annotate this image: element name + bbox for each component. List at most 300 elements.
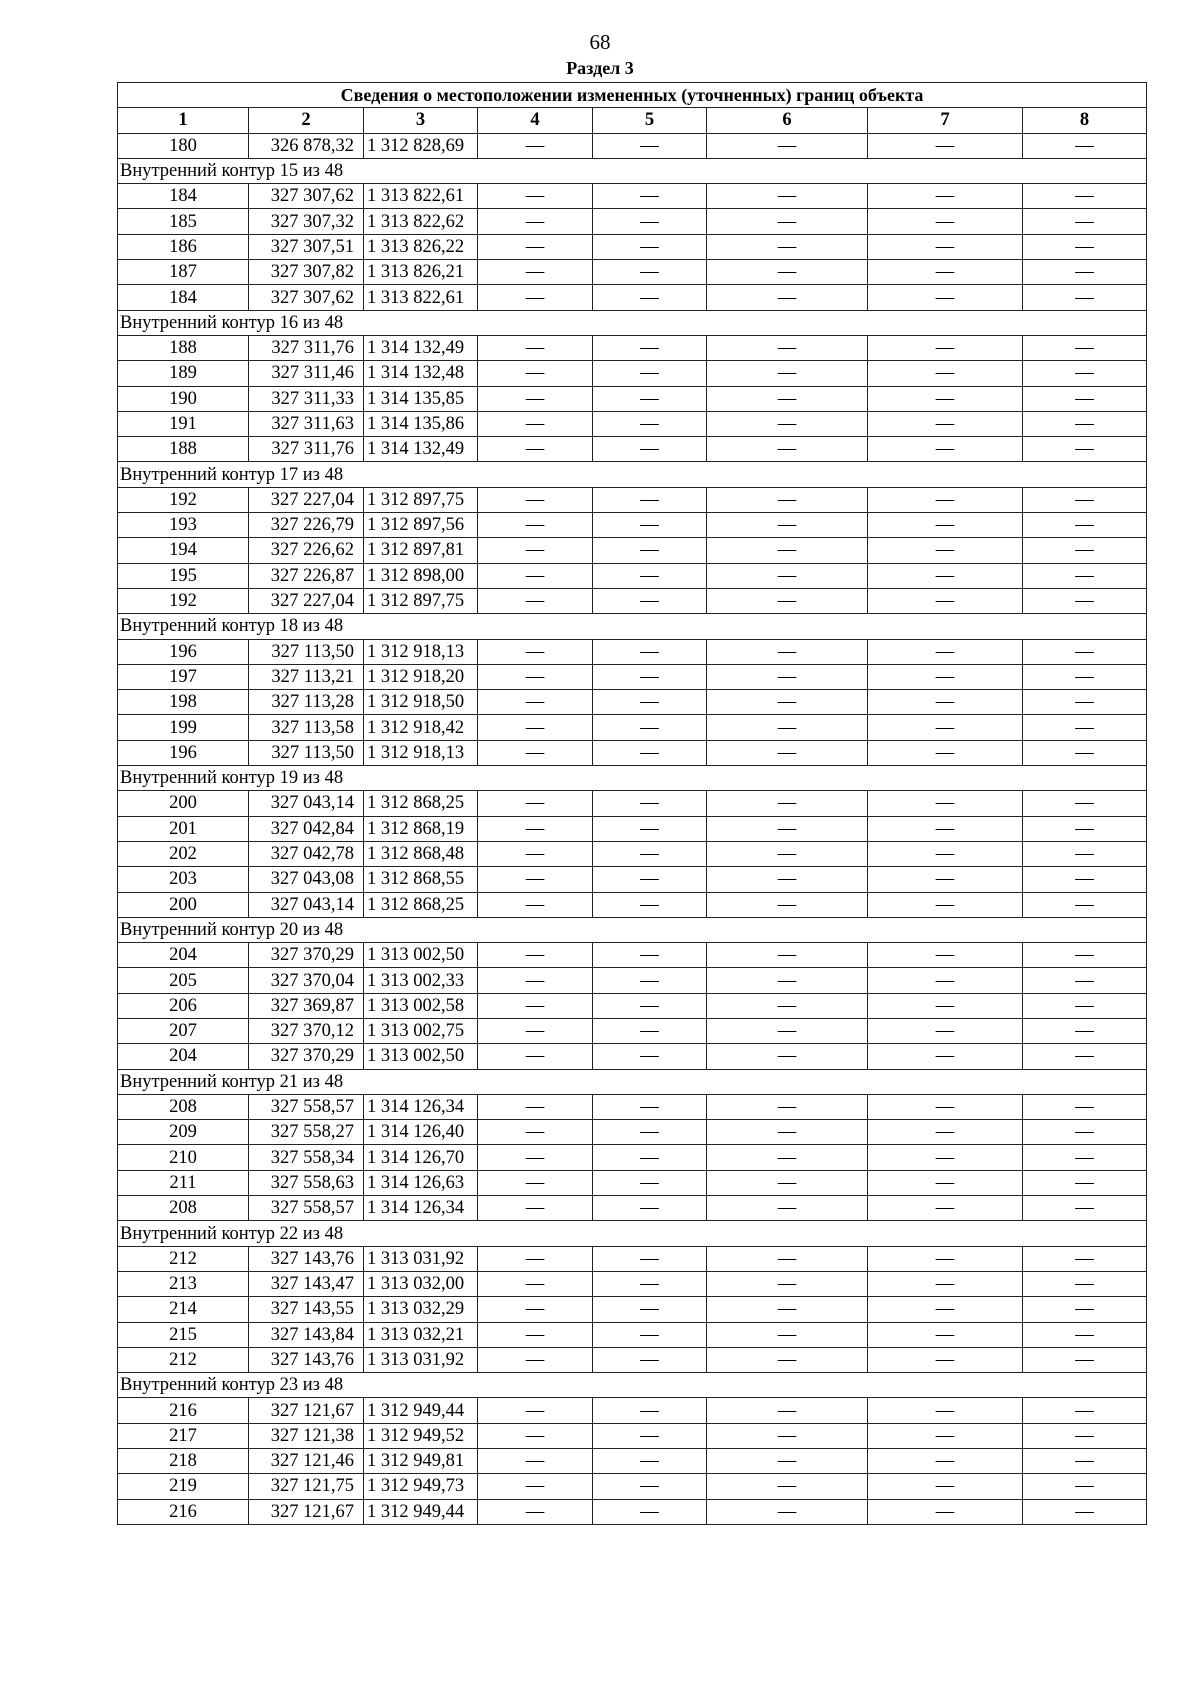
table-row [118,513,1147,538]
table-row [118,1449,1147,1474]
empty-dash: — [1023,968,1147,993]
empty-dash: — [478,234,593,259]
point-number: 184 [118,285,249,310]
table-row [118,538,1147,563]
point-number: 217 [118,1423,249,1448]
empty-dash: — [707,513,868,538]
empty-dash: — [707,411,868,436]
table-row [118,1297,1147,1322]
table-row [118,993,1147,1018]
coord-y: 1 312 897,56 [364,513,478,538]
empty-dash: — [478,816,593,841]
coord-x: 327 143,47 [249,1271,364,1296]
empty-dash: — [593,285,707,310]
empty-dash: — [593,1398,707,1423]
point-number: 218 [118,1449,249,1474]
empty-dash: — [1023,234,1147,259]
empty-dash: — [593,715,707,740]
column-header: 5 [593,108,707,133]
coord-y: 1 313 002,75 [364,1018,478,1043]
empty-dash: — [707,260,868,285]
table-row [118,437,1147,462]
empty-dash: — [1023,816,1147,841]
empty-dash: — [593,1347,707,1372]
empty-dash: — [868,361,1023,386]
point-number: 201 [118,816,249,841]
empty-dash: — [707,1347,868,1372]
empty-dash: — [593,184,707,209]
empty-dash: — [593,639,707,664]
empty-dash: — [868,1423,1023,1448]
empty-dash: — [868,943,1023,968]
point-number: 186 [118,234,249,259]
empty-dash: — [707,1196,868,1221]
empty-dash: — [478,563,593,588]
table-title-row [118,83,1147,108]
empty-dash: — [593,538,707,563]
empty-dash: — [707,867,868,892]
empty-dash: — [593,1018,707,1043]
empty-dash: — [707,690,868,715]
empty-dash: — [868,1499,1023,1524]
empty-dash: — [707,234,868,259]
empty-dash: — [1023,1398,1147,1423]
empty-dash: — [868,892,1023,917]
empty-dash: — [478,968,593,993]
point-number: 180 [118,133,249,158]
coord-x: 327 121,75 [249,1474,364,1499]
empty-dash: — [868,1297,1023,1322]
table-row [118,386,1147,411]
contour-heading-row [118,1373,1147,1398]
empty-dash: — [593,993,707,1018]
point-number: 204 [118,943,249,968]
empty-dash: — [593,816,707,841]
point-number: 190 [118,386,249,411]
empty-dash: — [593,1170,707,1195]
coord-x: 327 226,87 [249,563,364,588]
empty-dash: — [868,184,1023,209]
empty-dash: — [707,133,868,158]
contour-label: Внутренний контур 17 из 48 [118,462,1147,487]
empty-dash: — [868,487,1023,512]
column-header: 3 [364,108,478,133]
table-row [118,184,1147,209]
empty-dash: — [707,386,868,411]
coord-y: 1 314 126,40 [364,1120,478,1145]
empty-dash: — [478,1120,593,1145]
empty-dash: — [707,1474,868,1499]
contour-label: Внутренний контур 19 из 48 [118,766,1147,791]
table-row [118,260,1147,285]
column-header: 7 [868,108,1023,133]
empty-dash: — [868,1018,1023,1043]
empty-dash: — [593,664,707,689]
table-row [118,1044,1147,1069]
coord-y: 1 312 897,75 [364,487,478,512]
point-number: 213 [118,1271,249,1296]
table-row [118,715,1147,740]
coord-x: 327 113,21 [249,664,364,689]
coord-x: 327 370,04 [249,968,364,993]
empty-dash: — [1023,1170,1147,1195]
empty-dash: — [593,867,707,892]
point-number: 196 [118,639,249,664]
empty-dash: — [1023,437,1147,462]
empty-dash: — [1023,1423,1147,1448]
coord-y: 1 312 828,69 [364,133,478,158]
coord-y: 1 313 031,92 [364,1246,478,1271]
table-row [118,285,1147,310]
coord-x: 327 121,46 [249,1449,364,1474]
table-row [118,1120,1147,1145]
empty-dash: — [593,437,707,462]
empty-dash: — [593,361,707,386]
coord-x: 327 043,14 [249,791,364,816]
empty-dash: — [478,1094,593,1119]
coord-x: 327 311,63 [249,411,364,436]
empty-dash: — [478,487,593,512]
coord-x: 327 121,67 [249,1499,364,1524]
table-row [118,335,1147,360]
empty-dash: — [478,513,593,538]
empty-dash: — [868,740,1023,765]
empty-dash: — [478,184,593,209]
empty-dash: — [478,639,593,664]
empty-dash: — [707,791,868,816]
table-row [118,1196,1147,1221]
empty-dash: — [478,1347,593,1372]
coord-y: 1 313 826,21 [364,260,478,285]
empty-dash: — [1023,993,1147,1018]
empty-dash: — [868,816,1023,841]
empty-dash: — [1023,690,1147,715]
coord-y: 1 313 002,33 [364,968,478,993]
coord-y: 1 312 949,73 [364,1474,478,1499]
empty-dash: — [707,285,868,310]
coord-x: 327 227,04 [249,588,364,613]
empty-dash: — [593,740,707,765]
empty-dash: — [868,993,1023,1018]
coord-y: 1 314 126,34 [364,1196,478,1221]
empty-dash: — [707,1145,868,1170]
coord-x: 327 113,58 [249,715,364,740]
column-header: 2 [249,108,364,133]
empty-dash: — [478,715,593,740]
point-number: 214 [118,1297,249,1322]
table-row [118,1474,1147,1499]
table-row [118,1322,1147,1347]
empty-dash: — [593,1297,707,1322]
empty-dash: — [478,664,593,689]
empty-dash: — [868,1271,1023,1296]
coord-x: 327 043,08 [249,867,364,892]
empty-dash: — [593,487,707,512]
coord-x: 327 558,34 [249,1145,364,1170]
empty-dash: — [707,715,868,740]
coord-x: 327 042,78 [249,841,364,866]
empty-dash: — [593,1044,707,1069]
empty-dash: — [868,1322,1023,1347]
empty-dash: — [1023,538,1147,563]
contour-label: Внутренний контур 21 из 48 [118,1069,1147,1094]
coord-y: 1 312 918,13 [364,639,478,664]
empty-dash: — [707,184,868,209]
empty-dash: — [1023,639,1147,664]
point-number: 203 [118,867,249,892]
empty-dash: — [707,1246,868,1271]
point-number: 196 [118,740,249,765]
empty-dash: — [478,1499,593,1524]
contour-label: Внутренний контур 22 из 48 [118,1221,1147,1246]
table-row [118,1246,1147,1271]
coord-y: 1 314 135,86 [364,411,478,436]
coord-x: 327 227,04 [249,487,364,512]
empty-dash: — [868,588,1023,613]
coord-x: 327 311,76 [249,437,364,462]
coord-x: 327 558,27 [249,1120,364,1145]
empty-dash: — [1023,588,1147,613]
empty-dash: — [868,841,1023,866]
coord-x: 327 370,29 [249,943,364,968]
table-row [118,664,1147,689]
coord-y: 1 312 868,25 [364,892,478,917]
empty-dash: — [868,563,1023,588]
contour-label: Внутренний контур 18 из 48 [118,614,1147,639]
empty-dash: — [478,791,593,816]
empty-dash: — [707,740,868,765]
point-number: 195 [118,563,249,588]
empty-dash: — [478,133,593,158]
empty-dash: — [478,1271,593,1296]
empty-dash: — [1023,715,1147,740]
empty-dash: — [868,209,1023,234]
table-row [118,867,1147,892]
empty-dash: — [1023,1094,1147,1119]
coord-x: 327 143,84 [249,1322,364,1347]
table-row [118,791,1147,816]
column-header: 4 [478,108,593,133]
empty-dash: — [1023,1474,1147,1499]
contour-heading-row [118,1221,1147,1246]
empty-dash: — [478,740,593,765]
table-row [118,943,1147,968]
empty-dash: — [1023,1297,1147,1322]
empty-dash: — [1023,335,1147,360]
table-body [118,83,1147,1525]
coord-y: 1 313 826,22 [364,234,478,259]
empty-dash: — [478,1449,593,1474]
empty-dash: — [868,513,1023,538]
empty-dash: — [707,841,868,866]
empty-dash: — [1023,943,1147,968]
coord-y: 1 312 949,52 [364,1423,478,1448]
empty-dash: — [868,715,1023,740]
empty-dash: — [1023,1449,1147,1474]
contour-heading-row [118,158,1147,183]
empty-dash: — [478,993,593,1018]
coord-y: 1 314 132,48 [364,361,478,386]
empty-dash: — [707,1499,868,1524]
empty-dash: — [478,1196,593,1221]
table-row [118,639,1147,664]
empty-dash: — [868,1094,1023,1119]
coord-y: 1 312 918,42 [364,715,478,740]
point-number: 200 [118,892,249,917]
coord-x: 327 143,55 [249,1297,364,1322]
coord-x: 327 307,62 [249,184,364,209]
coord-y: 1 313 822,61 [364,285,478,310]
empty-dash: — [868,690,1023,715]
table-row [118,1018,1147,1043]
empty-dash: — [1023,664,1147,689]
column-header: 1 [118,108,249,133]
coord-x: 327 307,82 [249,260,364,285]
point-number: 211 [118,1170,249,1195]
empty-dash: — [478,1297,593,1322]
point-number: 191 [118,411,249,436]
empty-dash: — [478,411,593,436]
empty-dash: — [593,563,707,588]
empty-dash: — [593,234,707,259]
empty-dash: — [1023,1322,1147,1347]
empty-dash: — [1023,1145,1147,1170]
empty-dash: — [707,437,868,462]
empty-dash: — [707,538,868,563]
empty-dash: — [478,892,593,917]
empty-dash: — [707,1322,868,1347]
empty-dash: — [593,1423,707,1448]
point-number: 206 [118,993,249,1018]
point-number: 188 [118,437,249,462]
empty-dash: — [868,234,1023,259]
coord-y: 1 314 126,63 [364,1170,478,1195]
empty-dash: — [1023,1271,1147,1296]
empty-dash: — [868,968,1023,993]
point-number: 194 [118,538,249,563]
coord-x: 327 311,76 [249,335,364,360]
empty-dash: — [868,260,1023,285]
coord-x: 327 143,76 [249,1347,364,1372]
coord-x: 327 307,62 [249,285,364,310]
coord-x: 327 113,28 [249,690,364,715]
coord-y: 1 312 918,20 [364,664,478,689]
coord-y: 1 313 002,58 [364,993,478,1018]
table-row [118,411,1147,436]
contour-heading-row [118,614,1147,639]
empty-dash: — [593,1449,707,1474]
table-row [118,740,1147,765]
contour-heading-row [118,310,1147,335]
empty-dash: — [593,260,707,285]
coord-x: 327 043,14 [249,892,364,917]
coord-y: 1 313 002,50 [364,1044,478,1069]
coord-x: 327 042,84 [249,816,364,841]
table-row [118,1145,1147,1170]
empty-dash: — [1023,1196,1147,1221]
coordinates-table [117,82,1147,1525]
page-number: 68 [589,30,611,54]
empty-dash: — [868,133,1023,158]
empty-dash: — [868,538,1023,563]
empty-dash: — [707,1018,868,1043]
empty-dash: — [478,588,593,613]
table-row [118,1499,1147,1524]
empty-dash: — [593,892,707,917]
empty-dash: — [593,1120,707,1145]
table-row [118,1347,1147,1372]
empty-dash: — [868,411,1023,436]
table-row [118,487,1147,512]
empty-dash: — [868,664,1023,689]
point-number: 208 [118,1094,249,1119]
coord-y: 1 313 032,21 [364,1322,478,1347]
empty-dash: — [478,1423,593,1448]
coord-y: 1 313 032,29 [364,1297,478,1322]
empty-dash: — [1023,184,1147,209]
table-row [118,588,1147,613]
table-row [118,563,1147,588]
coord-x: 327 369,87 [249,993,364,1018]
coord-x: 327 307,51 [249,234,364,259]
contour-label: Внутренний контур 16 из 48 [118,310,1147,335]
empty-dash: — [707,1094,868,1119]
empty-dash: — [593,1499,707,1524]
empty-dash: — [868,639,1023,664]
coord-y: 1 314 132,49 [364,437,478,462]
point-number: 198 [118,690,249,715]
coord-x: 327 121,67 [249,1398,364,1423]
coord-y: 1 314 126,70 [364,1145,478,1170]
table-row [118,1094,1147,1119]
empty-dash: — [1023,740,1147,765]
empty-dash: — [593,1322,707,1347]
table-row [118,1271,1147,1296]
empty-dash: — [478,943,593,968]
empty-dash: — [593,1474,707,1499]
empty-dash: — [868,1044,1023,1069]
empty-dash: — [707,816,868,841]
empty-dash: — [1023,411,1147,436]
table-row [118,133,1147,158]
coord-x: 327 558,57 [249,1094,364,1119]
empty-dash: — [478,209,593,234]
empty-dash: — [707,1170,868,1195]
empty-dash: — [593,968,707,993]
empty-dash: — [868,386,1023,411]
empty-dash: — [707,563,868,588]
empty-dash: — [707,1120,868,1145]
empty-dash: — [1023,133,1147,158]
empty-dash: — [478,1322,593,1347]
contour-heading-row [118,1069,1147,1094]
section-label: Раздел 3 [566,58,634,78]
coord-y: 1 312 918,13 [364,740,478,765]
point-number: 208 [118,1196,249,1221]
empty-dash: — [707,1398,868,1423]
table-row [118,1170,1147,1195]
empty-dash: — [478,1018,593,1043]
table-header-row [118,108,1147,133]
coord-y: 1 312 949,81 [364,1449,478,1474]
empty-dash: — [1023,285,1147,310]
coord-y: 1 312 898,00 [364,563,478,588]
table-row [118,209,1147,234]
coord-y: 1 314 135,85 [364,386,478,411]
coord-y: 1 313 031,92 [364,1347,478,1372]
empty-dash: — [593,943,707,968]
point-number: 189 [118,361,249,386]
